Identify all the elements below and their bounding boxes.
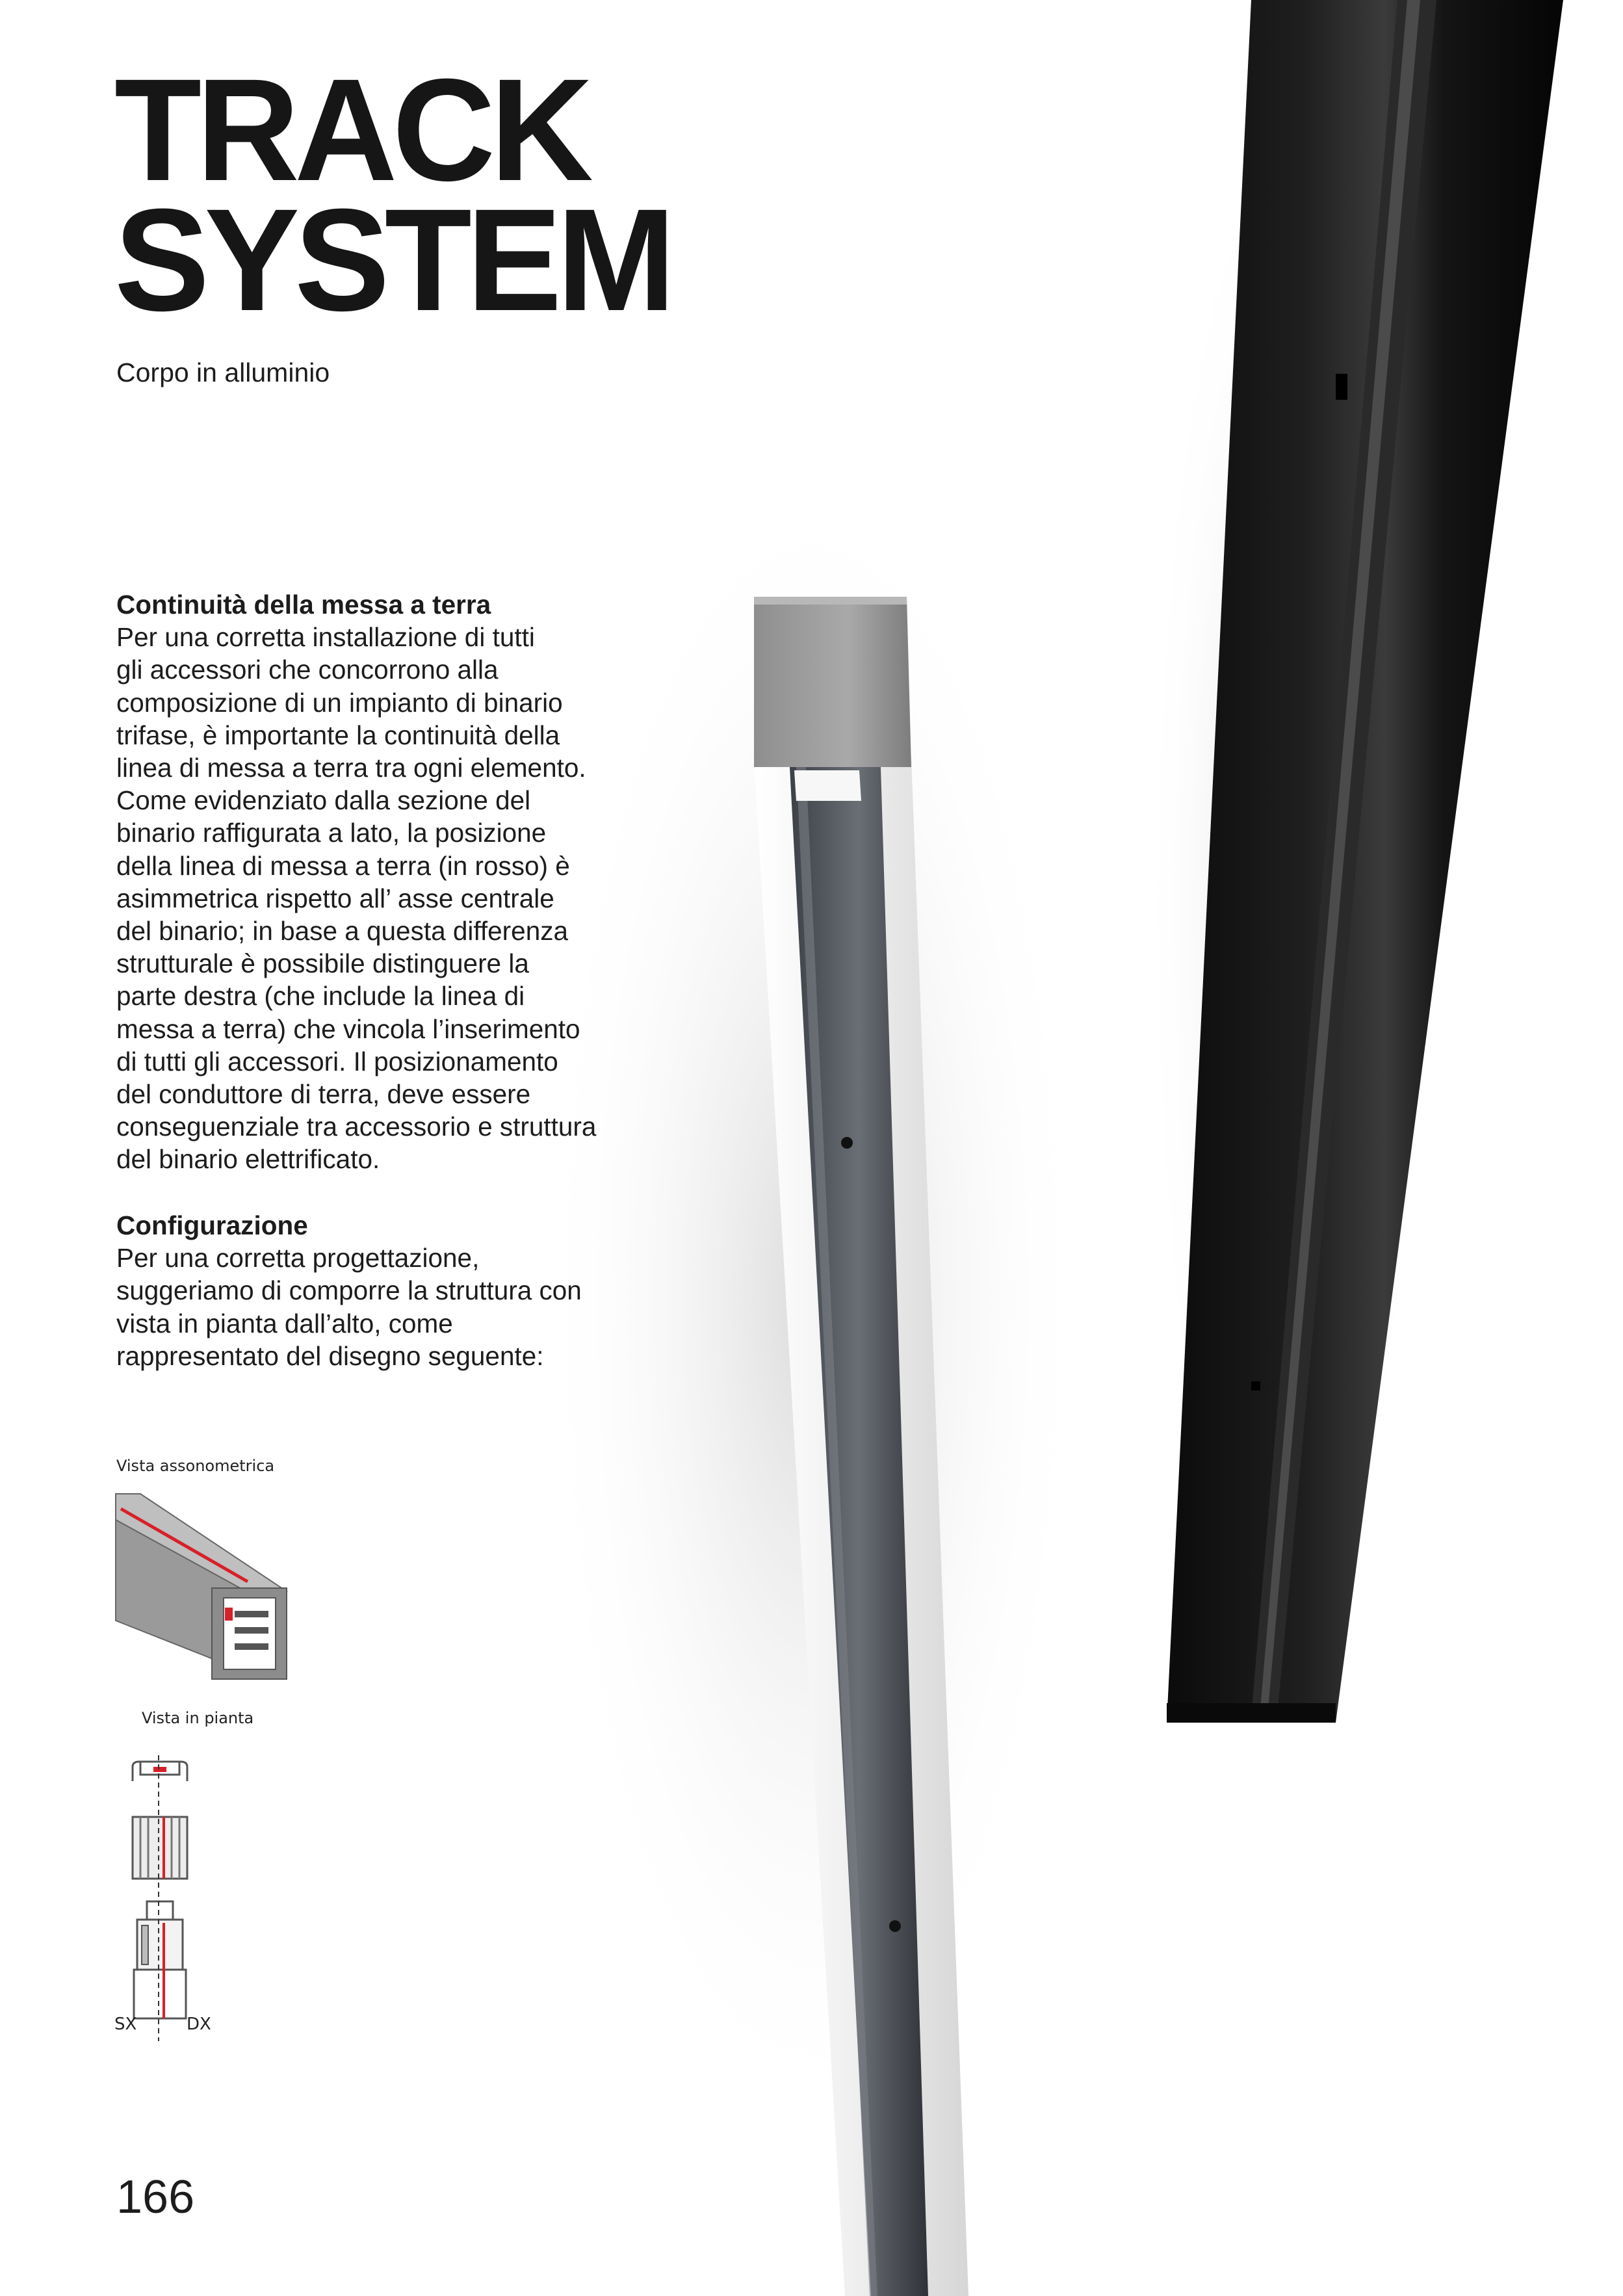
axonometric-profile-diagram <box>114 1491 290 1686</box>
section-heading: Continuità della messa a terra <box>116 590 491 620</box>
paragraph-line: di tutti gli accessori. Il posizionamento <box>116 1046 558 1076</box>
title-line-1: TRACK <box>114 49 589 211</box>
paragraph-line: parte destra (che include la linea di <box>116 981 525 1011</box>
plan-view-caption: Vista in pianta <box>142 1709 254 1727</box>
right-side-label: DX <box>187 2015 211 2034</box>
plan-view-diagram <box>121 1755 199 2041</box>
paragraph-line: gli accessori che concorrono alla <box>116 655 499 685</box>
page-number: 166 <box>116 2171 195 2223</box>
paragraph-line: messa a terra) che vincola l’inserimento <box>116 1013 580 1044</box>
paragraph-line: vista in pianta dall’alto, come <box>116 1308 453 1338</box>
paragraph-line: composizione di un impianto di binario <box>116 687 563 718</box>
paragraph-line: conseguenziale tra accessorio e struttura <box>116 1112 597 1142</box>
paragraph-line: rappresentato del disegno seguente: <box>116 1340 544 1371</box>
paragraph-line: Come evidenziato dalla sezione del <box>116 785 531 816</box>
title-line-2: SYSTEM <box>114 179 671 341</box>
paragraph-line: del binario; in base a questa differenza <box>116 916 568 946</box>
ground-continuity-section <box>116 588 623 1176</box>
paragraph-line: della linea di messa a terra (in rosso) è <box>116 850 570 881</box>
section-heading: Configurazione <box>116 1210 308 1240</box>
paragraph-line: del binario elettrificato. <box>116 1144 380 1175</box>
paragraph-line: Per una corretta progettazione, <box>116 1243 480 1273</box>
axonometric-caption: Vista assonometrica <box>116 1457 275 1475</box>
paragraph-line: strutturale è possibile distinguere la <box>116 948 529 979</box>
subtitle: Corpo in alluminio <box>116 358 330 387</box>
paragraph-line: trifase, è importante la continuità della <box>116 720 560 750</box>
paragraph-line: Per una corretta installazione di tutti <box>116 622 535 653</box>
paragraph-line: linea di messa a terra tra ogni elemento. <box>116 753 586 783</box>
page-title <box>114 49 751 341</box>
configuration-section <box>116 1209 623 1372</box>
left-side-label: SX <box>114 2015 137 2034</box>
paragraph-line: binario raffigurata a lato, la posizione <box>116 818 547 848</box>
paragraph-line: suggeriamo di comporre la struttura con <box>116 1275 582 1306</box>
paragraph-line: asimmetrica rispetto all’ asse centrale <box>116 883 554 913</box>
paragraph-line: del conduttore di terra, deve essere <box>116 1079 531 1110</box>
